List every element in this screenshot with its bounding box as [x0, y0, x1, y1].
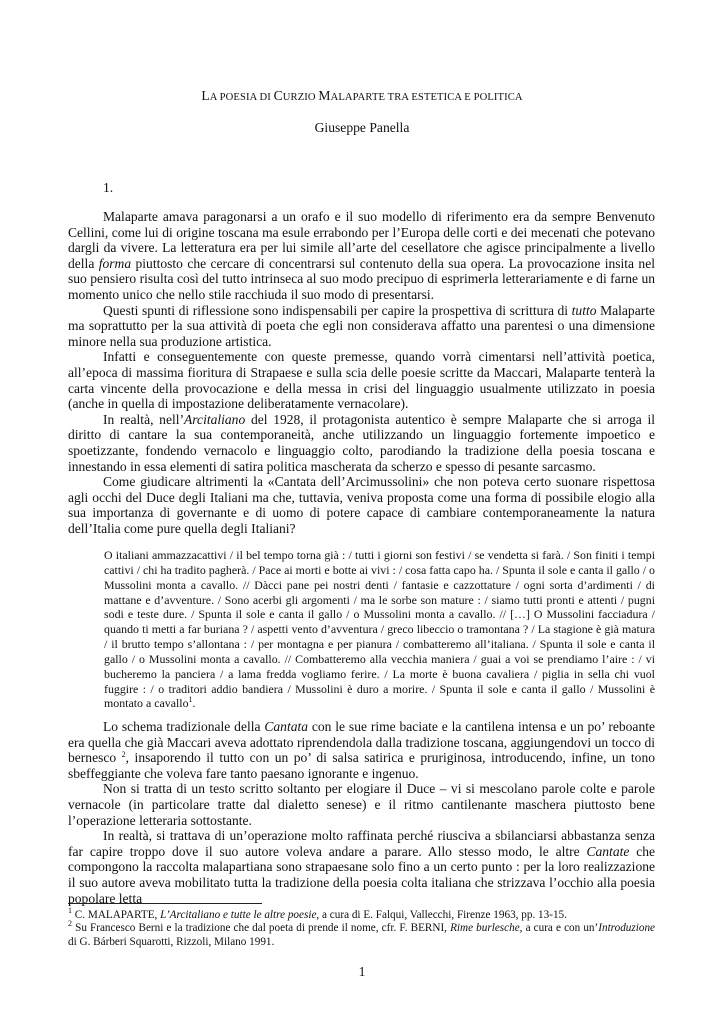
title-initial: L: [201, 88, 210, 103]
footnote-1: $^1$ C. MALAPARTE, L’Arcitaliano e tutte le altre poesie, a cura di E. Falqui, Vallecchi, Firenze 1963, pp. 13-15.: [68, 906, 567, 921]
footnote-2: $^2$ Su Francesco Berni e la tradizione che dal poeta di prende il nome, cfr. F. BERNI, Rime burlesche, a cura e con un’Introduzione di G. Bárberi Squarotti, Rizzoli, Milano 1991.: [68, 919, 656, 948]
author-name: Giuseppe Panella: [314, 120, 410, 135]
title-smallcaps: A POESIA DI: [209, 92, 274, 103]
paragraph: Non si tratta di un testo scritto soltanto per elogiare il Duce – vi si mescolano parole colte e parole vernacole (in particolare tratte dal dialetto senese) e il ritmo cantilenante maschera piuttosto bene l’operazione letteraria sottostante.: [68, 781, 655, 828]
section-number: 1.: [103, 180, 114, 195]
body-text: [68, 209, 655, 536]
body-text: [68, 719, 655, 906]
page-number: 1: [358, 964, 366, 979]
paragraph: Lo schema tradizionale della Cantata con le sue rime baciate e la cantilena intensa e un po’ reboante era quella che già Maccari aveva adottato riprendendola dalla tradizione toscana, aggiungendovi un tocco di bernesco $^2$, insaporendo il tutto con un po’ di salsa satirica e pruriginosa, introducendo, infine, un tono sbeffeggiante che voleva fare tanto paesano ignorante e ingenuo.: [68, 719, 655, 781]
footnote-divider: [68, 903, 262, 904]
footnote-ref[interactable]: 1: [188, 695, 193, 705]
paragraph: In realtà, si trattava di un’operazione molto raffinata perché riusciva a sbilanciarsi abbastanza senza far capire troppo dove il suo autore voleva andare a parare. Allo stesso modo, le altre Cantate che compongono la raccolta malapartiana sono strapaesane solo fino a un certo punto : per la loro realizzazione il suo autore aveva mobilitato tutta la tradizione della poesia colta italiana che strizzava l’occhio alla poesia popolare letta: [68, 828, 656, 906]
paragraph: In realtà, nell’Arcitaliano del 1928, il protagonista autentico è sempre Malaparte che si arroga il diritto di cantare la sua contemporaneità, anche utilizzando un linguaggio fortemente impoetico e spoetizzante, fondendo vernacolo e linguaggio colto, parodiando la tradizione della poesia toscana e innestando in essa elementi di satira politica mascherata da scherzo e spesso di pesante sarcasmo.: [68, 411, 655, 474]
paragraph: Malaparte amava paragonarsi a un orafo e il suo modello di riferimento era da sempre Benvenuto Cellini, come lui di origine toscana ma esule errabondo per l’Europa delle corti e dei mecenati che potevano dargli da vivere. La letteratura era per lui simile all’arte del cesellatore che agisce principalmente a livello della forma piuttosto che cercare di concentrarsi sul contenuto della sua opera. La provocazione insita nel suo pensiero risulta così del tutto intrinseca al suo modo precipuo di esprimerla letterariamente e di farne un momento unico che nello stile racchiuda il suo modo di presentarsi.: [68, 209, 655, 302]
title-smallcaps: ALAPARTE TRA ESTETICA E POLITICA: [330, 92, 523, 103]
title-initial: M: [318, 88, 331, 103]
footnote-ref[interactable]: 2: [121, 750, 126, 760]
paper-title: [0, 88, 724, 104]
paragraph: Come giudicare altrimenti la «Cantata dell’Arcimussolini» che non poteva certo suonare rispettosa agli occhi del Duce degli Italiani ma che, tuttavia, veniva proposta come una forma di possibile elogio alla sua importanza di governante e di uomo di potere capace di cambiare contemporaneamente la natura dell’Italia come pure quella degli Italiani?: [68, 474, 655, 536]
title-initial: C: [273, 88, 283, 103]
paragraph: Questi spunti di riflessione sono indispensabili per capire la prospettiva di scrittura di tutto Malaparte ma soprattutto per la sua attività di poeta che egli non considerava affatto una parentesi o una dimensione minore nella sua produzione artistica.: [68, 302, 655, 349]
paragraph: Infatti e conseguentemente con queste premesse, quando vorrà cimentarsi nell’attività poetica, all’epoca di massima fioritura di Strapaese e sulla scia delle poesie scritte da Maccari, Malaparte tenterà la carta vincente della provocazione e della messa in crisi del linguaggio usualmente utilizzato in poesia (anche in quella di impostazione deliberatamente vernacolare).: [68, 349, 655, 412]
quote-text: O italiani ammazzacattivi / il bel tempo torna già : / tutti i giorni son festivi / se vendetta si farà. / Son finiti i tempi cattivi / chi ha tradito pagherà. / Pace ai morti e botte ai vivi : / cosa fatta capo ha. / Spunta il sole e canta il gallo / o Mussolini monta a cavallo. // Dàcci pane pei nostri denti / fantasie e cazzottature / ogni sorta d’ardimenti / di mattane e d’avventure. / Sono acerbi gli argomenti / ma le sorbe son mature : / siamo tutti pronti e attenti / pugni sodi e teste dure. / Spunta il sole e canta il gallo / o Mussolini monta a cavallo. // […] O Mussolini facciadura / quando ti metti a far buriana ? / aspetti vento d’avventura / greco libeccio o tramontana ? / La stagione è già matura / il brutto tempo s’allontana : / per montagna e per pianura / combatteremo all’italiana. / Spunta il sole e canta il gallo / o Mussolini monta a cavallo. // Combatteremo alla vecchia maniera / guai a voi se prendiamo l’aire : / vi bucheremo la panciera / a lama fredda vogliamo ferire. / La morte è buona cavaliera / piglia in sella chi vuol fuggire : / o traditori addio bandiera / Mussolini è duro a morire. / Spunta il sole e canta il gallo / Mussolini è montato a cavallo$^1$.: [104, 548, 655, 711]
title-smallcaps: URZIO: [282, 92, 319, 103]
footnotes: [68, 906, 656, 949]
block-quote: [104, 548, 655, 711]
